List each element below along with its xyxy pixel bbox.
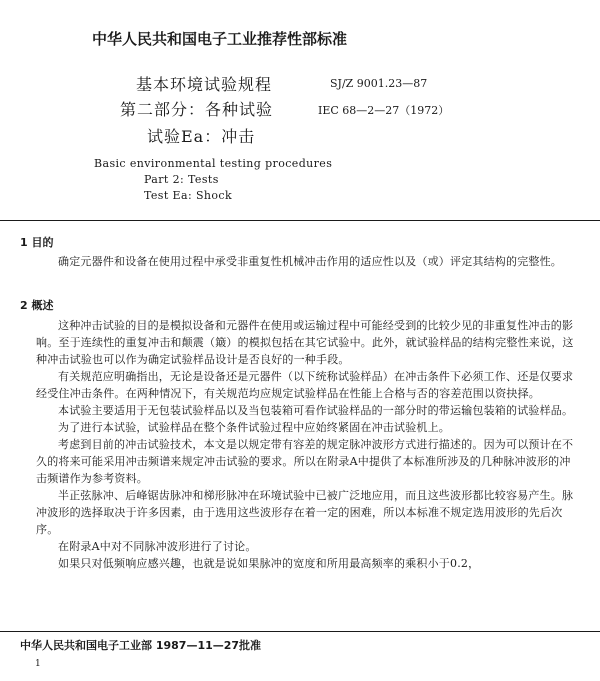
section-2-body: [36, 317, 574, 572]
section-1-heading: 1 目的: [20, 236, 54, 249]
page-number: 1: [35, 659, 41, 669]
title-chinese-line3: 试验Ea：冲击: [147, 127, 256, 146]
approval-line: 中华人民共和国电子工业部 1987—11—27批准: [20, 639, 262, 652]
footer-divider: [0, 631, 600, 632]
section-2-paragraph-7: 在附录A中对不同脉冲波形进行了讨论。: [58, 540, 257, 553]
title-english-line3: Test Ea: Shock: [144, 189, 233, 202]
issuer-heading: 中华人民共和国电子工业推荐性部标准: [92, 30, 348, 48]
section-2-paragraph-5: 考虑到目前的冲击试验技术，本文是以规定带有容差的规定脉冲波形方式进行描述的。因为可以预计在不久的将来可能采用冲击频谱来规定冲击试验的要求。所以在附录A中提供了本标准所涉及的几种脉冲波形的冲击频谱作为参考资料。: [36, 438, 574, 485]
title-english-line1: Basic environmental testing procedures: [94, 157, 333, 170]
section-2-paragraph-3: 本试验主要适用于无包装试验样品以及当包装箱可看作试验样品的一部分时的带运输包装箱的试验样品。: [58, 404, 574, 417]
section-2-paragraph-2: 有关规范应明确指出，无论是设备还是元器件（以下统称试验样品）在冲击条件下必须工作、还是仅要求经受住冲击条件。在两种情况下，有关规范均应规定试验样品在性能上合格与否的容差范围以资抉择。: [36, 370, 574, 400]
section-2-paragraph-1: 这种冲击试验的目的是模拟设备和元器件在使用或运输过程中可能经受到的比较少见的非重复性冲击的影响。至于连续性的重复冲击和颠震（簸）的模拟包括在其它试验中。此外，就试验样品的结构完整性来说，这种冲击试验也可以作为确定试验样品设计是否良好的一种手段。: [36, 319, 574, 366]
title-english-line2: Part 2: Tests: [144, 173, 219, 186]
section-2-paragraph-8: 如果只对低频响应感兴趣，也就是说如果脉冲的宽度和所用最高频率的乘积小于0.2，: [58, 557, 480, 570]
section-2-paragraph-6: 半正弦脉冲、后峰锯齿脉冲和梯形脉冲在环境试验中已被广泛地应用，而且这些波形都比较容易产生。脉冲波形的选择取决于许多因素，由于选用这些波形存在着一定的困难，所以本标准不规定选用波形的先后次序。: [36, 489, 574, 536]
iec-code: IEC 68—2—27（1972）: [318, 104, 450, 117]
section-2-paragraph-4: 为了进行本试验，试验样品在整个条件试验过程中应始终紧固在冲击试验机上。: [58, 421, 450, 434]
title-chinese-line2: 第二部分：各种试验: [120, 100, 274, 119]
title-chinese-line1: 基本环境试验规程: [136, 75, 273, 94]
header-divider: [0, 220, 600, 221]
standard-code: SJ/Z 9001.23—87: [330, 77, 428, 90]
section-1-body: [36, 253, 574, 270]
section-2-heading: 2 概述: [20, 299, 54, 312]
section-1-paragraph: 确定元器件和设备在使用过程中承受非重复性机械冲击作用的适应性以及（或）评定其结构的完整性。: [58, 255, 562, 268]
